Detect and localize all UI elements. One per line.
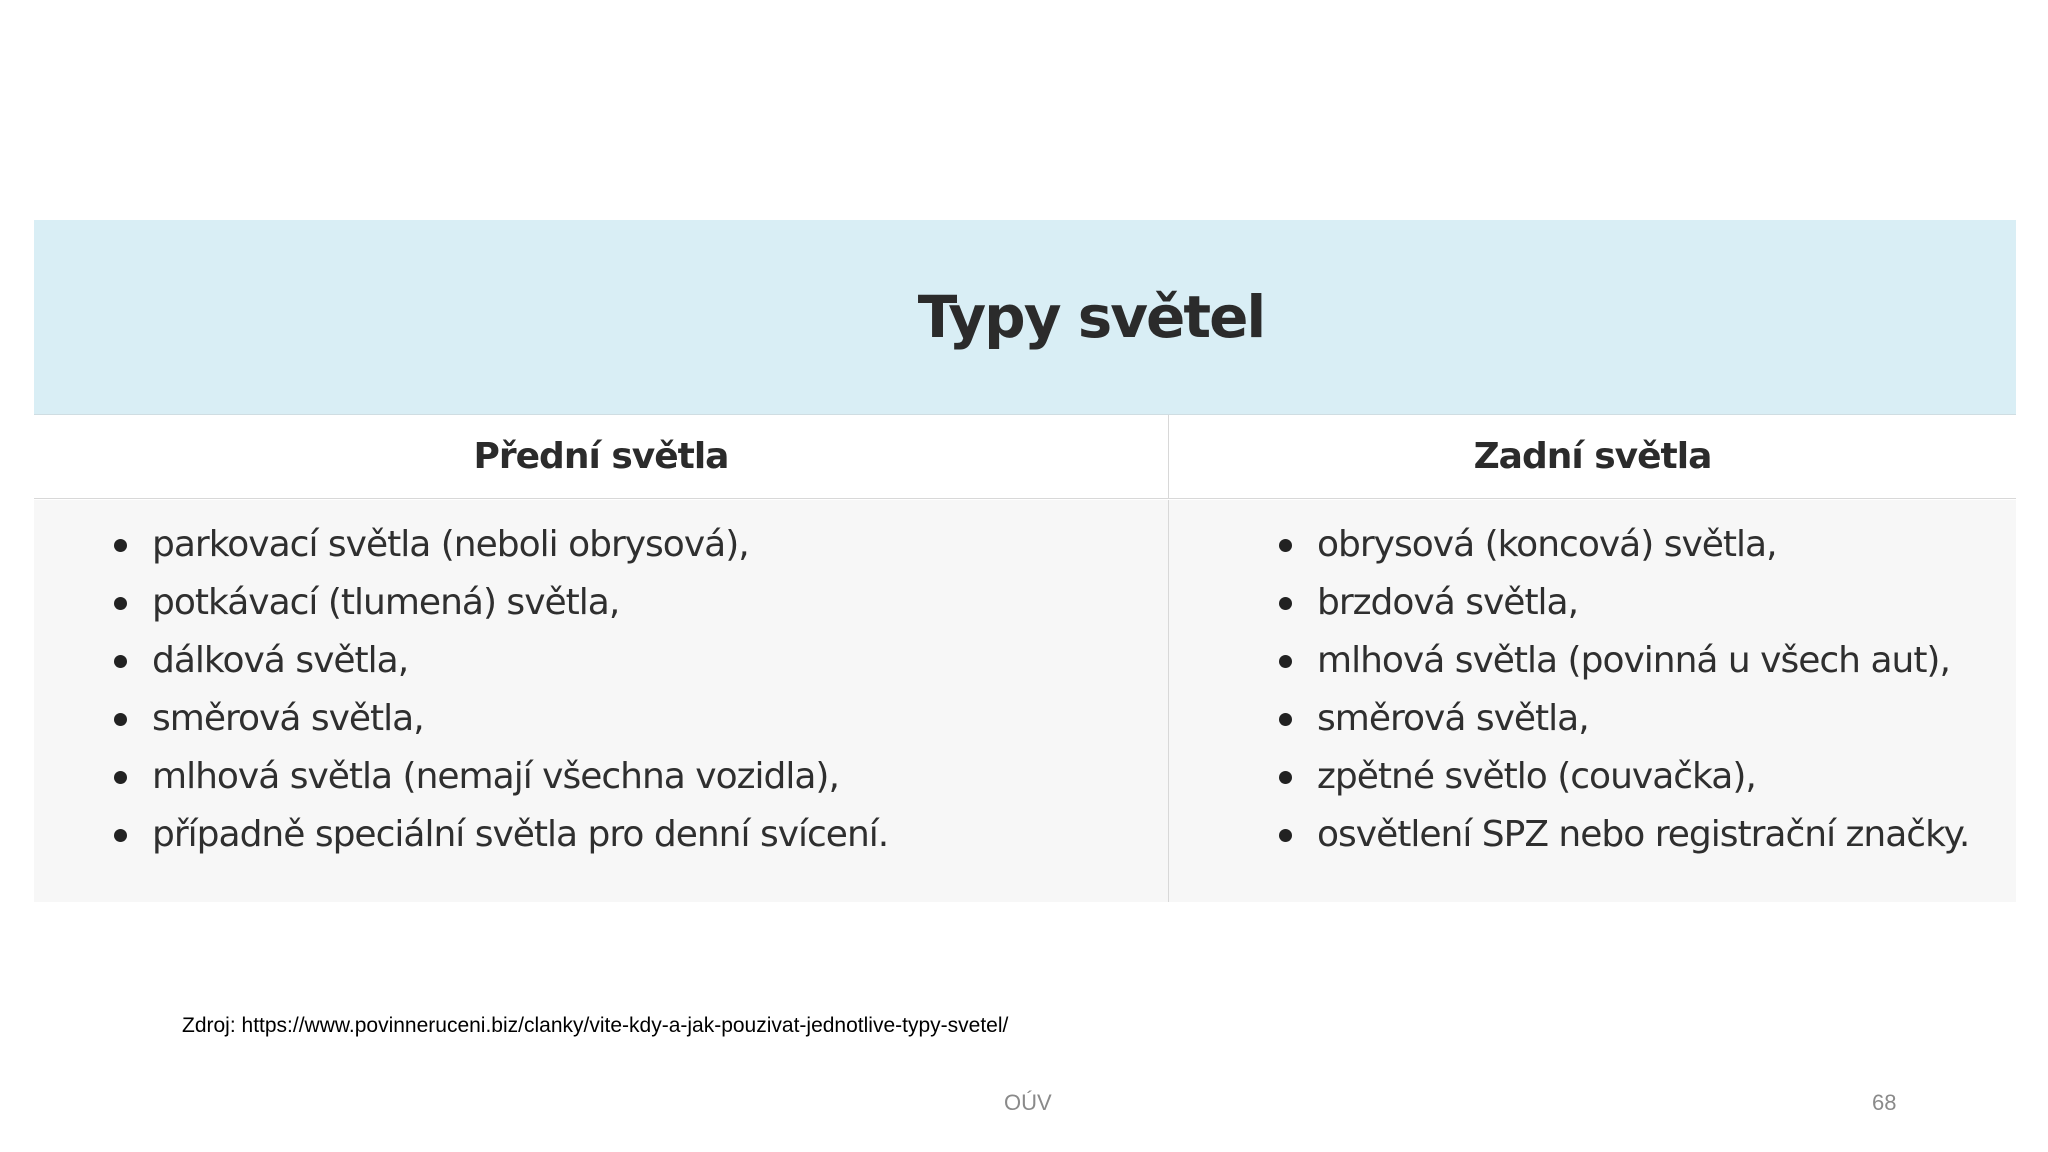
footer-label: OÚV: [1004, 1090, 1052, 1115]
bullet-icon: [114, 597, 127, 610]
source-citation: Zdroj: https://www.povinneruceni.biz/clanky/vite-kdy-a-jak-pouzivat-jednotlive-typy-svetel/: [182, 1014, 1009, 1037]
bullet-icon: [1279, 539, 1292, 552]
list-item: potkávací (tlumená) světla,: [114, 574, 888, 632]
lights-table-image: [34, 220, 2016, 902]
list-item: brzdová světla,: [1279, 574, 1969, 632]
list-item: zpětné světlo (couvačka),: [1279, 748, 1969, 806]
bullet-icon: [114, 829, 127, 842]
list-item: směrová světla,: [1279, 690, 1969, 748]
list-item: směrová světla,: [114, 690, 888, 748]
front-lights-list: [114, 516, 888, 864]
list-item: mlhová světla (nemají všechna vozidla),: [114, 748, 888, 806]
front-lights-header: Přední světla: [34, 415, 1169, 499]
list-item: dálková světla,: [114, 632, 888, 690]
list-item: mlhová světla (povinná u všech aut),: [1279, 632, 1969, 690]
table-title: Typy světel: [917, 283, 1265, 351]
bullet-icon: [1279, 829, 1292, 842]
rear-lights-cell: [1169, 500, 2016, 902]
rear-lights-list: [1279, 516, 1969, 864]
title-band: [34, 220, 2016, 415]
list-item: obrysová (koncová) světla,: [1279, 516, 1969, 574]
bullet-icon: [114, 713, 127, 726]
list-item: osvětlení SPZ nebo registrační značky.: [1279, 806, 1969, 864]
bullet-icon: [114, 771, 127, 784]
list-item: parkovací světla (neboli obrysová),: [114, 516, 888, 574]
rear-lights-header: Zadní světla: [1169, 415, 2016, 499]
bullet-icon: [1279, 713, 1292, 726]
bullet-icon: [1279, 655, 1292, 668]
list-item: případně speciální světla pro denní svícení.: [114, 806, 888, 864]
bullet-icon: [114, 655, 127, 668]
front-lights-cell: [34, 500, 1169, 902]
page-number: 68: [1872, 1090, 1897, 1115]
bullet-icon: [1279, 597, 1292, 610]
bullet-icon: [1279, 771, 1292, 784]
bullet-icon: [114, 539, 127, 552]
